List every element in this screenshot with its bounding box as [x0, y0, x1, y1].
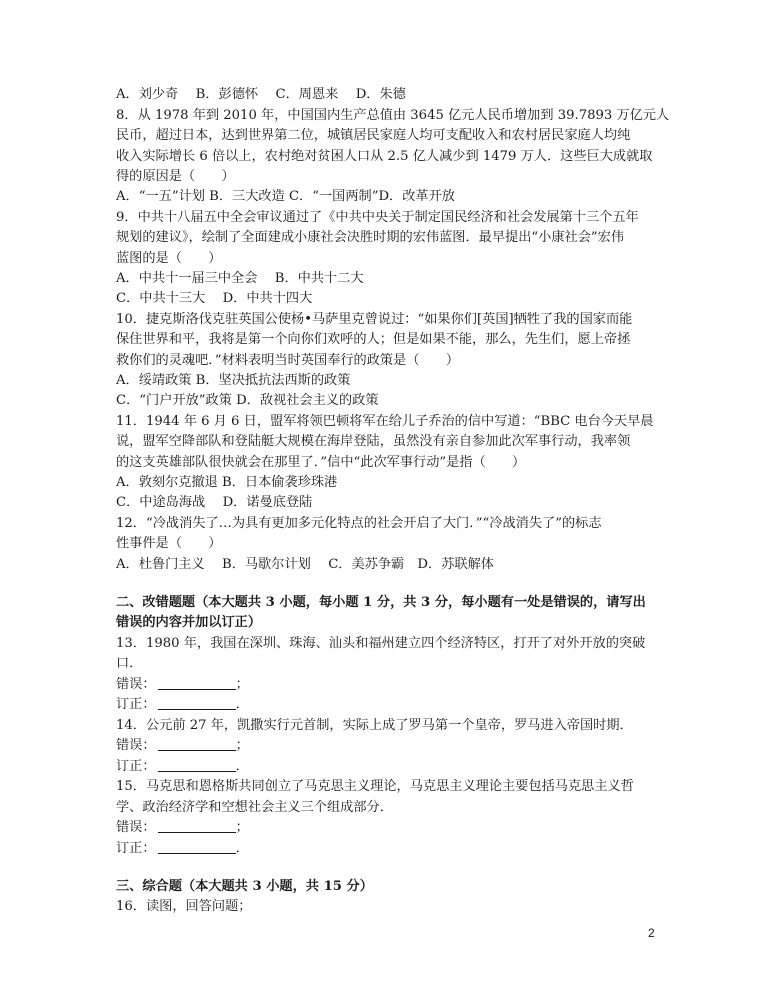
q14-error-row: 错误： ； [116, 738, 249, 753]
q13-text-line: 13．1980 年，我国在深圳、珠海、汕头和福州建立四个经济特区，打开了对外开放的突破 [116, 636, 646, 651]
q15-error-row: 错误： ； [116, 820, 249, 835]
q8-options: A．“一五”计划 B．三大改造 C．“一国两制”D．改革开放 [116, 189, 455, 204]
q15-text-line: 学、政治经济学和空想社会主义三个组成部分． [116, 800, 393, 815]
q10-text-line: 救你们的灵魂吧．”材料表明当时英国奉行的政策是（ ） [116, 353, 460, 368]
q9-text-line: 9．中共十八届五中全会审议通过了《中共中央关于制定国民经济和社会发展第十三个五年 [116, 210, 639, 225]
answer-blank[interactable] [158, 696, 236, 710]
q8-text-line: 8．从 1978 年到 2010 年，中国国内生产总值由 3645 亿元人民币增加到 39.7893 万亿元人 [116, 108, 670, 123]
q13-correction-row: 订正： ． [116, 697, 249, 712]
q9-options: C．中共十三大 D．中共十四大 [116, 291, 313, 306]
q10-options: C．“门户开放”政策 D．敌视社会主义的政策 [116, 393, 379, 408]
q14-correction-row: 订正： ． [116, 759, 249, 774]
q15-correction-row: 订正： ． [116, 841, 249, 856]
q12-options: A．杜鲁门主义 B．马歇尔计划 C．美苏争霸 D．苏联解体 [116, 557, 494, 572]
correction-label: 订正： [116, 697, 156, 712]
section-3-heading: 三、综合题（本大题共 3 小题，共 15 分） [116, 879, 373, 894]
q11-text-line: 的这支英雄部队很快就会在那里了．”信中“此次军事行动”是指（ ） [116, 455, 526, 470]
q10-text-line: 保住世界和平，我将是第一个向你们欢呼的人；但是如果不能，那么，先生们，愿上帝拯 [116, 332, 631, 347]
answer-blank[interactable] [158, 840, 236, 854]
q9-text-line: 蓝图的是（ ） [116, 251, 222, 266]
q10-text-line: 10．捷克斯洛伐克驻英国公使杨•马萨里克曾说过：“如果你们[英国]牺牲了我的国家而能 [116, 312, 633, 327]
q9-text-line: 规划的建议》，绘制了全面建成小康社会决胜时期的宏伟蓝图．最早提出“小康社会”宏伟 [116, 230, 625, 245]
q13-text-line: 口． [116, 656, 143, 671]
error-label: 错误： [116, 677, 156, 692]
q11-options: C．中途岛海战 D．诺曼底登陆 [116, 495, 313, 510]
correction-label: 订正： [116, 759, 156, 774]
answer-blank[interactable] [158, 676, 236, 690]
q11-options: A．敦刻尔克撤退 B．日本偷袭珍珠港 [116, 475, 338, 490]
q15-text-line: 15．马克思和恩格斯共同创立了马克思主义理论，马克思主义理论主要包括马克思主义哲 [116, 779, 634, 794]
q9-options: A．中共十一届三中全会 B．中共十二大 [116, 271, 364, 286]
error-label: 错误： [116, 738, 156, 753]
q13-error-row: 错误： ； [116, 677, 249, 692]
q11-text-line: 说，盟军空降部队和登陆艇大规模在海岸登陆，虽然没有亲自参加此次军事行动，我率领 [116, 434, 631, 449]
section-2-heading: 二、改错题题（本大题共 3 小题，每小题 1 分，共 3 分，每小题有一处是错误的，请写出 [116, 595, 646, 610]
q16-text-line: 16．读图，回答问题； [116, 899, 252, 914]
q7-options: A．刘少奇 B．彭德怀 C．周恩来 D．朱德 [116, 87, 406, 102]
q8-text-line: 得的原因是（ ） [116, 169, 235, 184]
q11-text-line: 11．1944 年 6 月 6 日，盟军将领巴顿将军在给儿子乔治的信中写道：“BBC 电台今天早晨 [116, 414, 654, 429]
correction-label: 订正： [116, 841, 156, 856]
answer-blank[interactable] [158, 819, 236, 833]
q10-options: A．绥靖政策 B．坚决抵抗法西斯的政策 [116, 373, 351, 388]
q14-text-line: 14．公元前 27 年，凯撒实行元首制，实际上成了罗马第一个皇帝，罗马进入帝国时期． [116, 718, 633, 733]
q8-text-line: 收入实际增长 6 倍以上，农村绝对贫困人口从 2.5 亿人减少到 1479 万人．这些巨大成就取 [116, 149, 653, 164]
q8-text-line: 民币，超过日本，达到世界第二位，城镇居民家庭人均可支配收入和农村居民家庭人均纯 [116, 128, 631, 143]
q12-text-line: 性事件是（ ） [116, 536, 222, 551]
page-number: 2 [648, 926, 655, 940]
answer-blank[interactable] [158, 737, 236, 751]
section-2-heading: 错误的内容并加以订正） [116, 615, 262, 630]
q12-text-line: 12．“冷战消失了…为具有更加多元化特点的社会开启了大门．”“冷战消失了”的标志 [116, 516, 602, 531]
answer-blank[interactable] [158, 758, 236, 772]
error-label: 错误： [116, 820, 156, 835]
